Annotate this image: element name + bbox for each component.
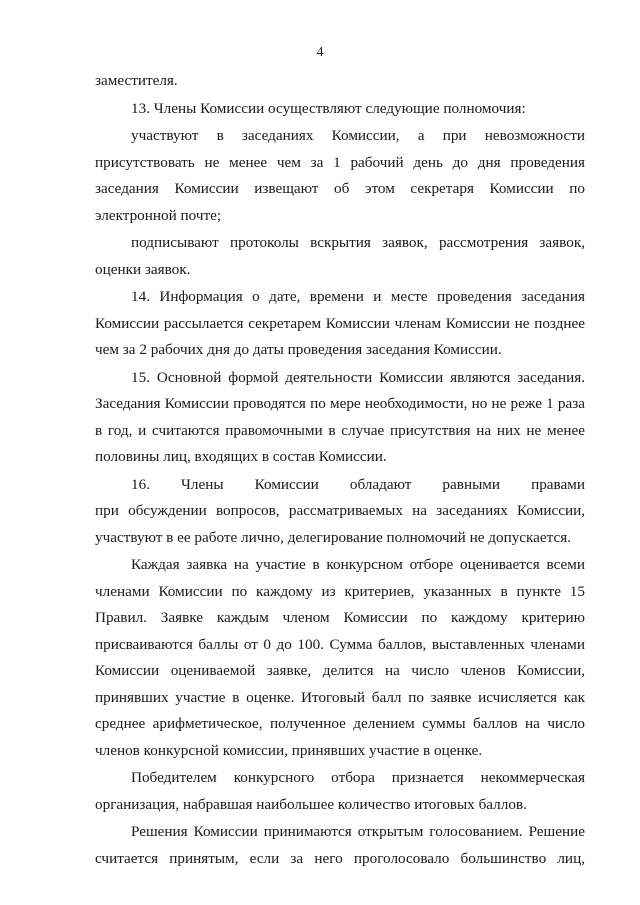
text-line: Решения Комиссии принимаются открытым голосованием. Решение bbox=[131, 823, 585, 840]
paragraph bbox=[95, 765, 585, 818]
text-line: при обсуждении вопросов, рассматриваемых на заседаниях Комиссии, bbox=[95, 502, 585, 519]
page-number: 4 bbox=[316, 45, 324, 60]
paragraph bbox=[95, 123, 585, 229]
text-line: участвуют в ее работе лично, делегирование полномочий не допускается. bbox=[95, 528, 572, 546]
text-line: Комиссии оцениваемой заявке, делится на число членов Комиссии, bbox=[95, 662, 585, 679]
text-line: членов конкурсной комиссии, принявших участие в оценке. bbox=[95, 741, 483, 759]
text-line: принявших участие в оценке. Итоговый балл по заявке исчисляется как bbox=[95, 688, 585, 706]
text-line: оценки заявок. bbox=[95, 260, 191, 278]
paragraph bbox=[95, 365, 585, 471]
text-line: подписывают протоколы вскрытия заявок, рассмотрения заявок, bbox=[131, 234, 585, 251]
text-line: присваиваются баллы от 0 до 100. Сумма баллов, выставленных членами bbox=[95, 635, 585, 653]
paragraph bbox=[95, 96, 585, 123]
text-line: членами Комиссии по каждому из критериев, указанных в пункте 15 bbox=[95, 582, 585, 600]
text-line: Комиссии рассылается секретарем Комиссии членам Комиссии не позднее bbox=[95, 314, 585, 332]
text-line: 14. Информация о дате, времени и месте проведения заседания bbox=[131, 288, 585, 305]
paragraph bbox=[95, 284, 585, 364]
text-line: 15. Основной формой деятельности Комиссии являются заседания. bbox=[131, 368, 585, 386]
text-line: Победителем конкурсного отбора признается некоммерческая bbox=[131, 769, 585, 786]
text-line: Правил. Заявке каждым членом Комиссии по каждому критерию bbox=[95, 609, 585, 626]
text-line: в год, и считаются правомочными в случае присутствия на них не менее bbox=[95, 421, 585, 439]
paragraph bbox=[95, 819, 585, 872]
paragraph bbox=[95, 472, 585, 552]
text-line: половины лиц, входящих в состав Комиссии. bbox=[95, 448, 387, 465]
paragraph bbox=[95, 68, 585, 95]
text-line: чем за 2 рабочих дня до даты проведения заседания Комиссии. bbox=[95, 341, 502, 358]
document-body bbox=[95, 68, 585, 872]
text-line: считается принятым, если за него проголосовало большинство лиц, bbox=[95, 849, 585, 867]
text-line: заседания Комиссии извещают об этом секретаря Комиссии по bbox=[95, 180, 585, 197]
paragraph bbox=[95, 552, 585, 764]
text-line: среднее арифметическое, полученное делением суммы баллов на число bbox=[95, 715, 585, 732]
text-line: организация, набравшая наибольшее количество итоговых баллов. bbox=[95, 795, 527, 813]
text-line: присутствовать не менее чем за 1 рабочий день до дня проведения bbox=[95, 153, 585, 171]
text-line: участвуют в заседаниях Комиссии, а при невозможности bbox=[131, 127, 585, 144]
paragraph bbox=[95, 230, 585, 283]
text-line: 13. Члены Комиссии осуществляют следующие полномочия: bbox=[131, 99, 526, 117]
text-line: Каждая заявка на участие в конкурсном отборе оценивается всеми bbox=[131, 556, 585, 573]
text-line: Заседания Комиссии проводятся по мере необходимости, но не реже 1 раза bbox=[95, 395, 585, 412]
text-line: заместителя. bbox=[95, 72, 178, 89]
text-line: 16. Члены Комиссии обладают равными правами bbox=[131, 475, 585, 493]
text-line: электронной почте; bbox=[95, 206, 222, 224]
